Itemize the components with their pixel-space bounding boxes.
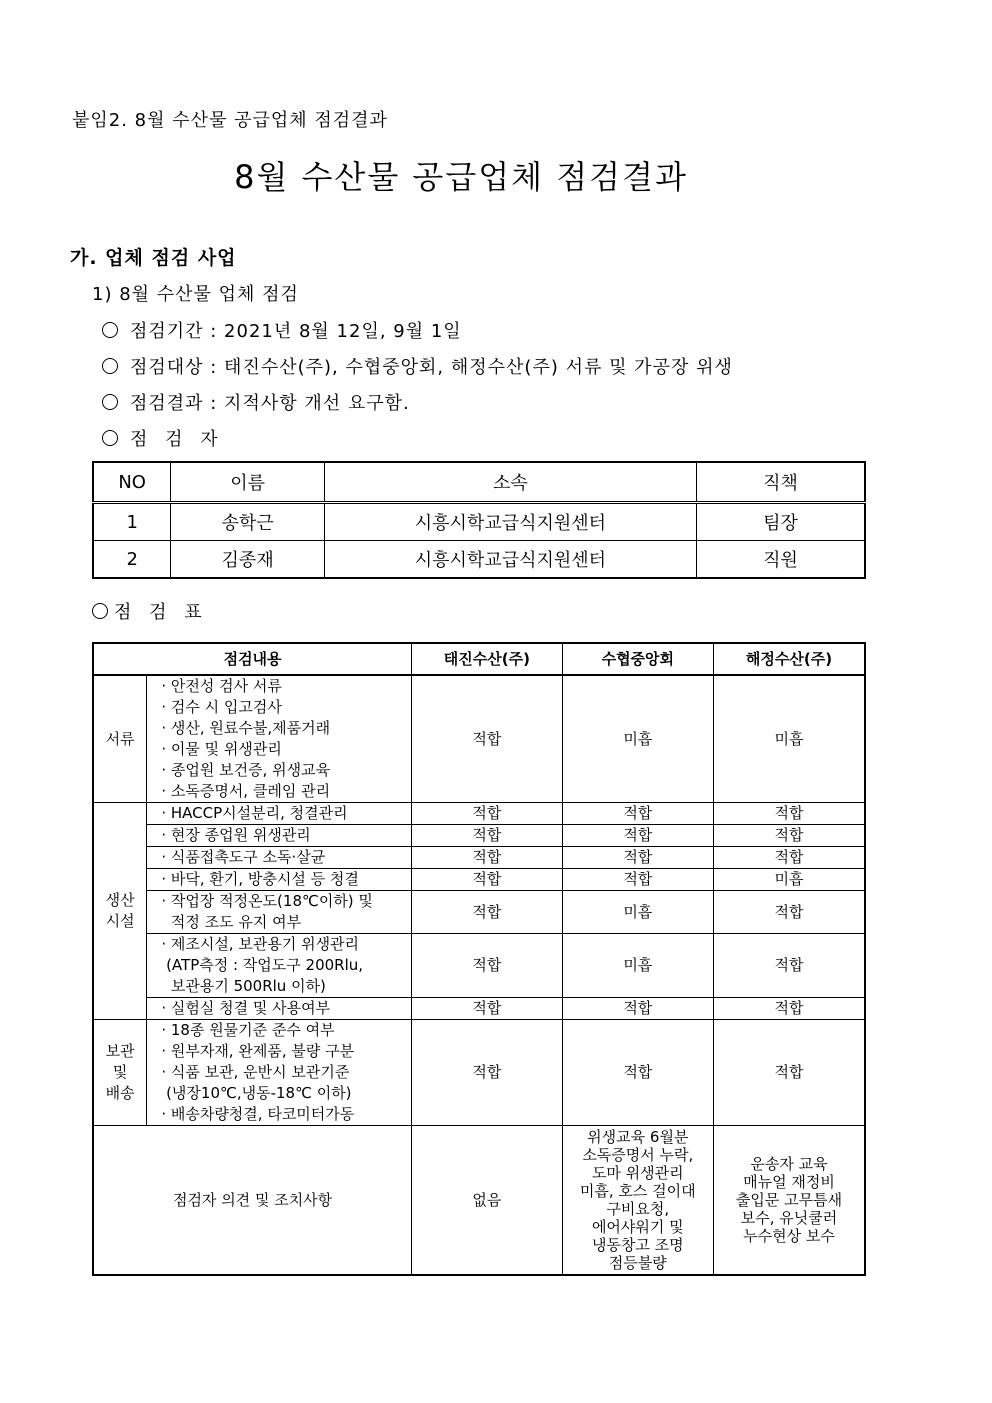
table-row [93,891,865,934]
items-cell [147,825,412,847]
check-item: 보관용기 500Rlu 이하) [161,977,326,995]
header-affiliation: 소속 [324,462,696,503]
opinion-cell: 없음 [412,1126,562,1276]
result-cell: 적합 [412,934,562,998]
table-header-row [93,643,865,675]
table-row [93,803,865,825]
opinion-row [93,1126,865,1276]
check-item: · 검수 시 입고검사 [161,698,282,716]
cell-position: 팀장 [696,503,865,541]
table-row [93,541,865,579]
result-cell: 적합 [412,869,562,891]
result-cell: 적합 [412,803,562,825]
check-item: · 작업장 적정온도(18℃이하) 및 [161,892,373,910]
category-cell: 생산 시설 [93,803,147,1020]
result-cell: 적합 [562,1020,713,1126]
table-row [93,825,865,847]
result-cell: 미흡 [714,869,865,891]
result-cell: 미흡 [714,675,865,803]
section-heading: 가. 업체 점검 사업 [70,247,237,269]
check-item: · 식품접촉도구 소독·살균 [161,848,326,866]
result-cell: 적합 [562,869,713,891]
subsection-heading: 1) 8월 수산물 업체 점검 [92,284,299,305]
check-item: · HACCP시설분리, 청결관리 [161,804,348,822]
cell-name: 송학근 [171,503,325,541]
items-cell [147,1020,412,1126]
bullet-period: 점검기간 : 2021년 8월 12일, 9월 1일 [102,317,462,343]
table-row [93,847,865,869]
checklist-table [92,642,866,1276]
check-item: · 식품 보관, 운반시 보관기준 [161,1063,350,1081]
cell-no: 1 [93,503,171,541]
items-cell [147,803,412,825]
opinion-cell: 위생교육 6월분 소독증명서 누락, 도마 위생관리 미흡, 호스 걸이대 구비요청, 에어샤워기 및 냉동창고 조명 점등불량 [562,1126,713,1276]
bullet-result: 점검결과 : 지적사항 개선 요구함. [102,389,410,415]
header-vendor-3: 해정수산(주) [714,643,865,675]
document-title: 8월 수산물 공급업체 점검결과 [234,158,688,196]
result-cell: 적합 [562,998,713,1020]
result-cell: 적합 [412,675,562,803]
table-row [93,1020,865,1126]
category-cell: 보관 및 배송 [93,1020,147,1126]
result-cell: 적합 [562,803,713,825]
cell-position: 직원 [696,541,865,579]
result-cell: 적합 [562,825,713,847]
check-item: · 소독증명서, 클레임 관리 [161,782,331,800]
check-item: (냉장10℃,냉동-18℃ 이하) [161,1084,352,1102]
items-cell [147,869,412,891]
check-item: · 안전성 검사 서류 [161,677,282,695]
table-row [93,503,865,541]
items-cell [147,934,412,998]
bullet-inspectors: 점 검 자 [102,425,224,451]
header-vendor-2: 수협중앙회 [562,643,713,675]
circle-bullet-icon [102,358,118,374]
check-item: · 실험실 청결 및 사용여부 [161,999,331,1017]
table-row [93,675,865,803]
items-cell [147,675,412,803]
circle-bullet-icon [102,322,118,338]
check-item: 적정 조도 유지 여부 [161,913,302,931]
check-item: (ATP측정 : 작업도구 200Rlu, [161,956,364,974]
header-content: 점검내용 [93,643,412,675]
result-cell: 적합 [714,1020,865,1126]
result-cell: 적합 [714,847,865,869]
items-cell [147,891,412,934]
table-row [93,998,865,1020]
cell-name: 김종재 [171,541,325,579]
circle-bullet-icon [102,430,118,446]
header-vendor-1: 태진수산(주) [412,643,562,675]
cell-no: 2 [93,541,171,579]
result-cell: 적합 [412,847,562,869]
opinion-label: 점검자 의견 및 조치사항 [93,1126,412,1276]
result-cell: 적합 [714,934,865,998]
bullet-target: 점검대상 : 태진수산(주), 수협중앙회, 해정수산(주) 서류 및 가공장 위생 [102,353,733,379]
check-item: · 18종 원물기준 준수 여부 [161,1021,335,1039]
header-position: 직책 [696,462,865,503]
table-row [93,869,865,891]
check-item: · 바닥, 환기, 방충시설 등 청결 [161,870,359,888]
items-cell [147,998,412,1020]
result-cell: 적합 [412,891,562,934]
attachment-label: 붙임2. 8월 수산물 공급업체 점검결과 [72,110,388,131]
cell-affiliation: 시흥시학교급식지원센터 [324,503,696,541]
check-item: · 현장 종업원 위생관리 [161,826,311,844]
opinion-cell: 운송자 교육 매뉴얼 재정비 출입문 고무틈새 보수, 유닛쿨러 누수현상 보수 [714,1126,865,1276]
result-cell: 적합 [714,891,865,934]
check-item: · 원부자재, 완제품, 불량 구분 [161,1042,355,1060]
items-cell [147,847,412,869]
table-row [93,934,865,998]
result-cell: 미흡 [562,891,713,934]
check-item: · 종업원 보건증, 위생교육 [161,761,331,779]
check-item: · 생산, 원료수불,제품거래 [161,719,331,737]
result-cell: 미흡 [562,934,713,998]
circle-bullet-icon [102,394,118,410]
inspectors-table [92,461,866,579]
result-cell: 적합 [714,803,865,825]
check-item: · 이물 및 위생관리 [161,740,282,758]
result-cell: 적합 [412,825,562,847]
cell-affiliation: 시흥시학교급식지원센터 [324,541,696,579]
table-header-row [93,462,865,503]
header-no: NO [93,462,171,503]
result-cell: 미흡 [562,675,713,803]
check-item: · 배송차량청결, 타코미터가동 [161,1105,355,1123]
category-cell: 서류 [93,675,147,803]
result-cell: 적합 [412,1020,562,1126]
result-cell: 적합 [562,847,713,869]
header-name: 이름 [171,462,325,503]
result-cell: 적합 [714,998,865,1020]
circle-bullet-icon [92,603,108,619]
check-item: · 제조시설, 보관용기 위생관리 [161,935,360,953]
result-cell: 적합 [412,998,562,1020]
result-cell: 적합 [714,825,865,847]
checklist-label: 점 검 표 [92,598,208,624]
